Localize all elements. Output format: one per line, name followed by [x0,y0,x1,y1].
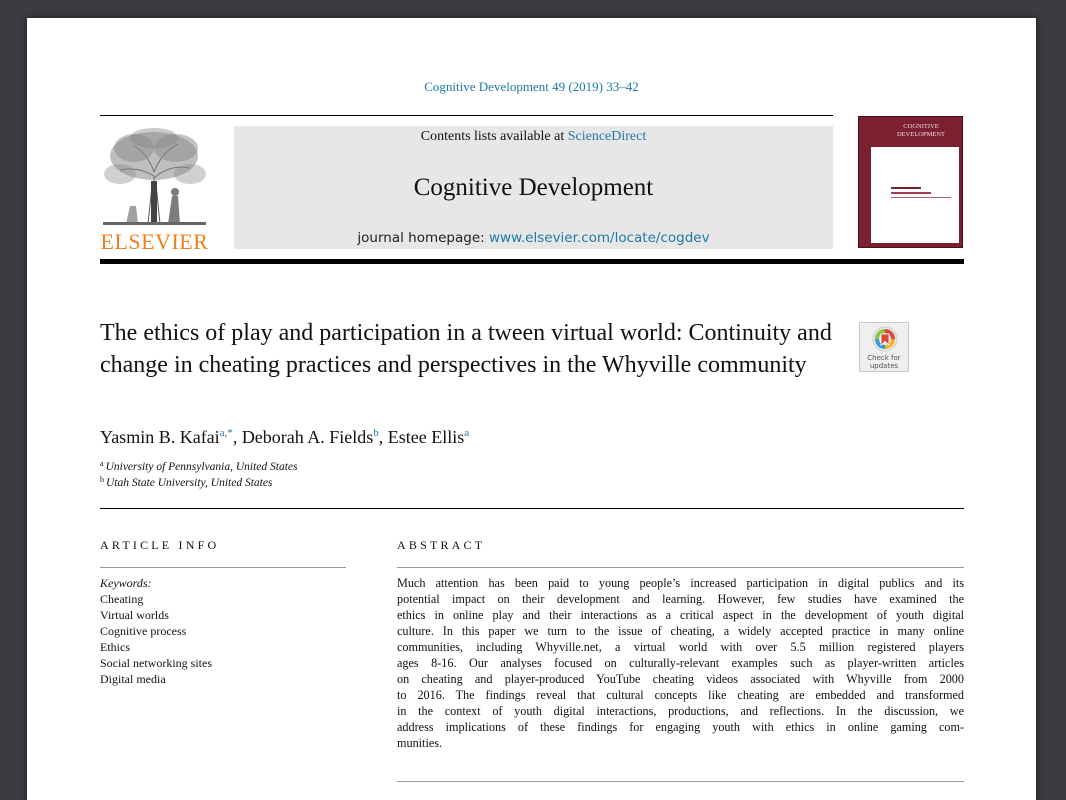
affiliation [100,461,298,473]
journal-citation[interactable]: Cognitive Development 49 (2019) 33–42 [424,79,639,94]
author-name[interactable]: Yasmin B. Kafai [100,427,220,447]
header-thick-rule [100,259,964,264]
abstract-line: address implications of these findings for engaging youth with ethics in online gaming com- [397,720,964,735]
keywords-label: Keywords: [100,576,152,590]
abstract-line: ethics in online play and their interactions as a critical aspect in the development of youth digital [397,608,964,623]
abstract-line: ages 8-16. Our analyses focused on culturally-relevant examples such as player-written articles [397,656,964,671]
article-info-heading: ARTICLE INFO [100,538,220,552]
keyword: Social networking sites [100,656,212,670]
author-list: Yasmin B. Kafai$^{a,*}$, Deborah A. Fields$^b$, Estee Ellis$^a$ [100,427,470,447]
cover-decoration-3 [891,197,951,198]
abstract-line: on cheating and player-produced YouTube cheating videos associated with Whyville from 2000 [397,672,964,687]
elsevier-tree-icon [98,126,211,226]
keyword: Cognitive process [100,624,187,638]
author-name[interactable]: Estee Ellis [387,427,465,447]
abstract-line: Much attention has been paid to young people’s increased participation in digital publics and its [397,576,964,590]
contents-line [234,129,833,145]
journal-cover-thumbnail[interactable] [858,116,963,248]
abstract-line: in the context of youth digital interactions, productions, and reflections. In the discussion, we [397,704,964,719]
author-affiliation-mark[interactable]: a [464,427,470,439]
elsevier-logo [98,126,211,252]
abstract-rule [397,567,964,568]
homepage-prefix: journal homepage: [357,230,489,246]
affiliation-mark: a [100,459,104,468]
abstract-heading: ABSTRACT [397,538,486,552]
journal-header-box [234,126,833,249]
check-for-updates-button[interactable] [859,322,909,372]
cover-title [881,123,961,139]
header-rule [100,115,833,116]
keyword: Virtual worlds [100,608,169,622]
cover-decoration-2 [891,192,931,194]
abstract-line: potential impact on their development and learning. However, few studies have examined the [397,592,964,607]
article-title: The ethics of play and participation in a tween virtual world: Continuity and change in cheating practices and perspectives in the Whyville community [100,320,832,378]
abstract-line: to 2016. The findings reveal that cultural concepts like cheating are embedded and transformed [397,688,964,703]
cover-title-line-2: DEVELOPMENT [896,131,946,138]
cover-panel [871,147,959,243]
section-divider [100,508,964,509]
homepage-link[interactable]: www.elsevier.com/locate/cogdev [489,230,710,246]
author-affiliation-mark[interactable]: b [373,427,379,439]
cover-decoration-1 [891,187,921,189]
check-label-line-1: Check for [867,354,901,362]
affiliation [100,477,272,489]
check-for-updates-icon [872,326,898,352]
sciencedirect-link[interactable]: ScienceDirect [567,129,647,144]
abstract-bottom-rule [397,781,964,782]
keyword: Cheating [100,592,144,606]
author-name[interactable]: Deborah A. Fields [241,427,374,447]
keyword: Digital media [100,672,166,686]
paper-page [27,18,1036,800]
cover-title-line-1: COGNITIVE [903,123,939,130]
affiliation-text: Utah State University, United States [106,477,273,489]
article-info-rule [100,567,346,568]
abstract-line: munities. [397,736,443,751]
abstract-line: communities, including Whyville.net, a virtual world with over 5.5 million registered players [397,640,964,655]
check-for-updates-label [860,354,908,370]
elsevier-wordmark: ELSEVIER [100,229,209,254]
abstract-line: culture. In this paper we turn to the issue of cheating, a widely accepted practice in many online [397,624,964,639]
affiliation-text: University of Pennsylvania, United States [105,461,298,473]
author-affiliation-mark[interactable]: a,* [219,427,233,439]
keyword: Ethics [100,640,130,654]
check-label-line-2: updates [869,362,899,370]
keywords-list [100,575,212,687]
affiliation-mark: b [100,475,104,484]
abstract-text [397,575,964,752]
contents-prefix: Contents lists available at [420,129,568,144]
journal-name: Cognitive Development [413,174,654,201]
homepage-line [234,230,833,246]
